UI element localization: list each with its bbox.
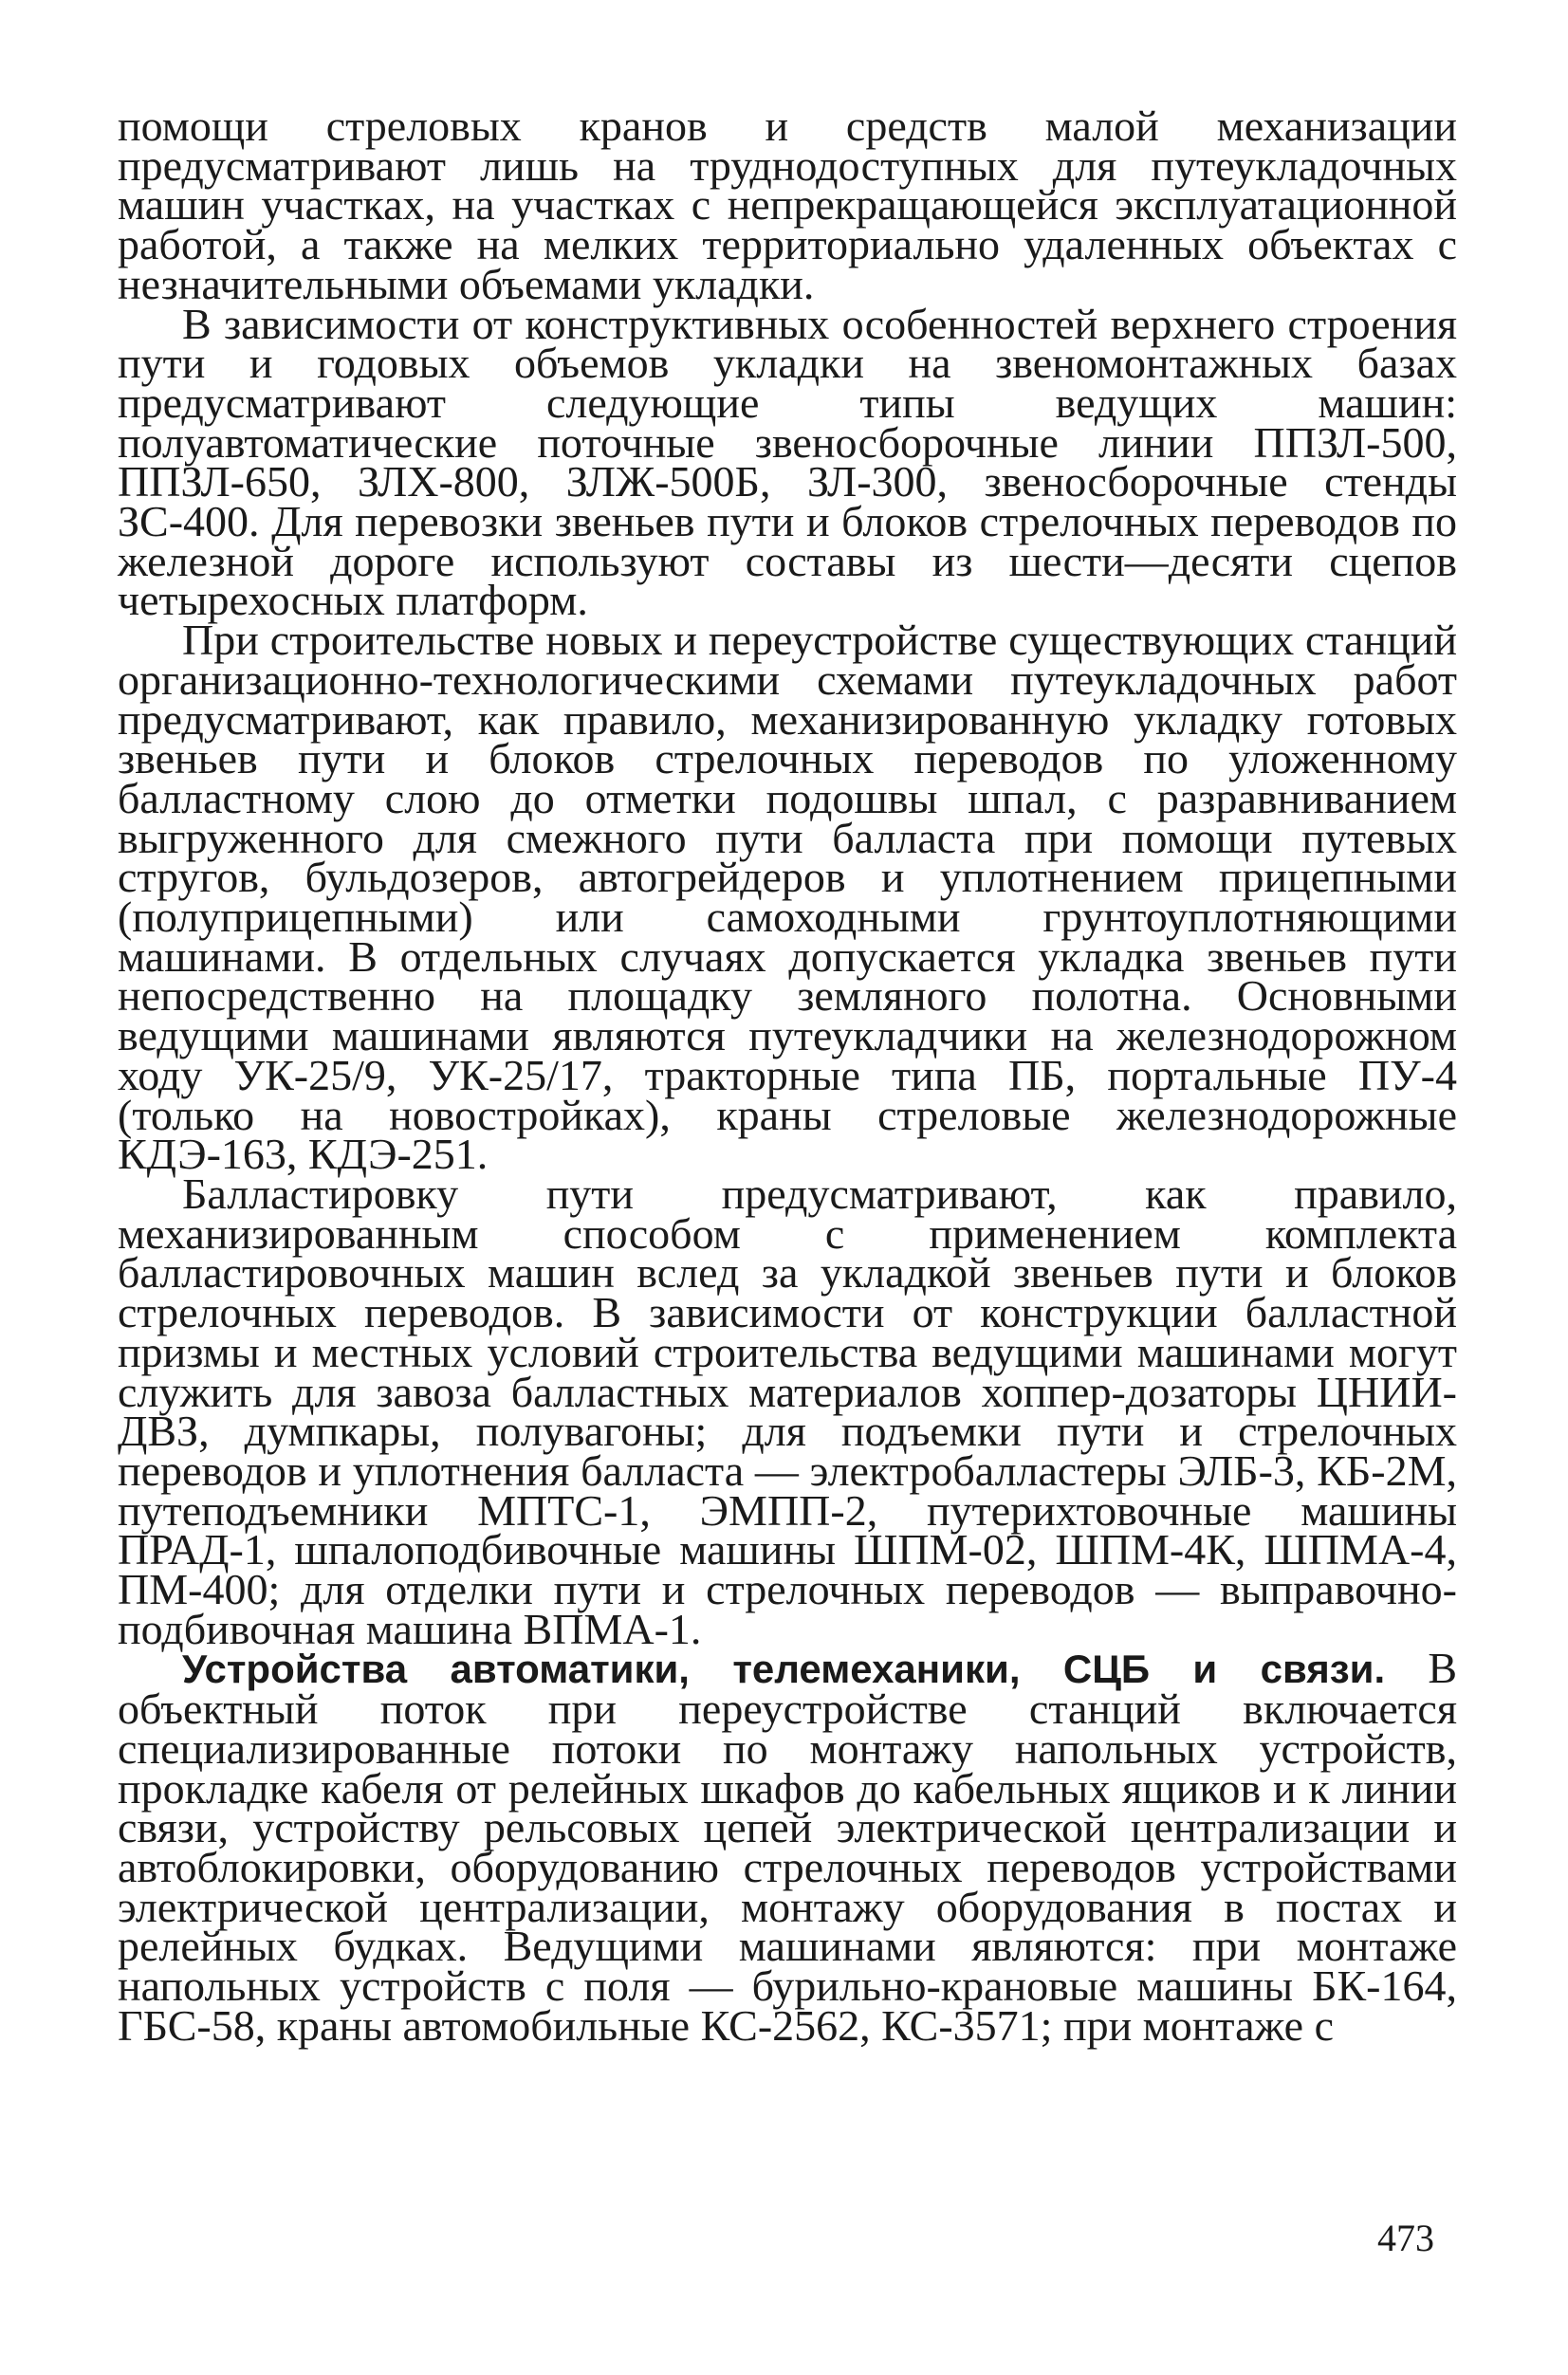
paragraph-track-laying-stations: При строительстве новых и переустройстве существующих станций организационно-технологическими схемами путеукладочных работ предусматривают, как правило, механизированную укладку готовых звеньев пути и блоков стрелочных переводов по уложенному балластному слою до отметки подошвы шпал, с разравниванием выгруженного для смежного пути балласта при помощи путевых стругов, бульдозеров, автогрейдеров и уплотнением прицепными (полуприцепными) или самоходными грунтоуплотняющими машинами. В отдельных случаях допускается укладка звеньев пути непосредственно на площадку земляного полотна. Основными ведущими машинами являются путеукладчики на железнодорожном ходу УК-25/9, УК-25/17, тракторные типа ПБ, портальные ПУ-4 (только на новостройках), краны стреловые железнодорожные КДЭ-163, КДЭ-251. <box>118 616 1457 1179</box>
paragraph-superstructure-machines: В зависимости от конструктивных особенностей верхнего строения пути и годовых объемов укладки на звеномонтажных базах предусматривают следующие типы ведущих машин: полуавтоматические поточные звеносборочные линии ППЗЛ-500, ППЗЛ-650, ЗЛХ-800, ЗЛЖ-500Б, ЗЛ-300, звеносборочные стенды ЗС-400. Для перевозки звеньев пути и блоков стрелочных переводов по железной дороге используют составы из шести—десяти сцепов четырехосных платформ. <box>118 299 1457 625</box>
document-page <box>118 101 1458 2050</box>
paragraph-automation-section <box>118 1644 1458 2050</box>
paragraph-continuation: помощи стреловых кранов и средств малой механизации предусматривают лишь на труднодоступных для путеукладочных машин участках, на участках с непрекращающейся эксплуатационной работой, а также на мелких территориально удаленных объектах с незначительными объемами укладки. <box>118 101 1457 308</box>
section-body-text: В объектный поток при переустройстве станций включается специализированные потоки по монтажу напольных устройств, прокладке кабеля от релейных шкафов до кабельных ящиков и к линии связи, устройству рельсовых цепей электрической централизации и автоблокировки, оборудованию стрелочных переводов устройствами электрической централизации, монтажу оборудования в постах и релейных будках. Ведущими машинами являются: при монтаже напольных устройств с поля — бурильно-крановые машины БК-164, ГБС-58, краны автомобильные КС-2562, КС-3571; при монтаже с <box>118 1644 1458 2050</box>
paragraph-ballasting: Балластировку пути предусматривают, как правило, механизированным способом с применением комплекта балластировочных машин вслед за укладкой звеньев пути и блоков стрелочных переводов. В зависимости от конструкции балластной призмы и местных условий строительства ведущими машинами могут служить для завоза балластных материалов хоппер-дозаторы ЦНИИ-ДВЗ, думпкары, полувагоны; для подъемки пути и стрелочных переводов и уплотнения балласта — электробалластеры ЭЛБ-3, КБ-2М, путеподъемники МПТС-1, ЭМПП-2, путерихтовочные машины ПРАД-1, шпалоподбивочные машины ШПМ-02, ШПМ-4К, ШПМА-4, ПМ-400; для отделки пути и стрелочных переводов — выправочно-подбивочная машина ВПМА-1. <box>118 1169 1457 1653</box>
page-number: 473 <box>1377 2217 1434 2259</box>
section-heading: Устройства автоматики, телемеханики, СЦБ и связи. <box>182 1647 1386 1692</box>
